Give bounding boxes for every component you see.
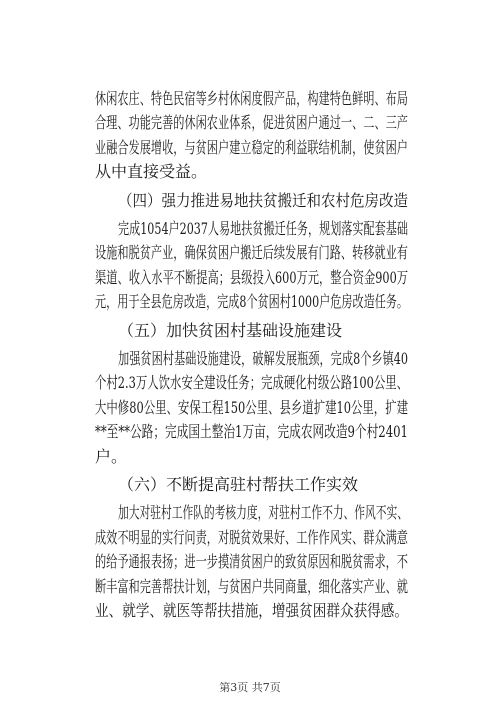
body-line-18: 成效不明显的实行问责，对脱贫效果好、工作作风实、群众满意 [95, 528, 408, 547]
body-line-21: 业、就学、就医等帮扶措施，增强贫困群众获得感。 [95, 601, 408, 620]
body-line-9: 元，用于全县危房改造，完成8个贫困村1000户危房改造任务。 [95, 292, 409, 311]
body-line-14: **至**公路；完成国土整治1万亩，完成农网改造9个村2401 [95, 422, 408, 441]
body-line-1: 休闲农庄、特色民宿等乡村休闲度假产品，构建特色鲜明、布局 [95, 89, 408, 108]
body-line-8: 渠道、收入水平不断提高；县级投入600万元，整合资金900万 [95, 268, 408, 287]
body-line-19: 的给予通报表扬；进一步摸清贫困户的致贫原因和脱贫需求，不 [95, 552, 408, 571]
section-heading-5: （五）加快贫困村基础设施建设 [118, 321, 343, 340]
body-line-17: 加大对驻村工作队的考核力度，对驻村工作不力、作风不实、 [118, 503, 409, 522]
section-heading-4: （四）强力推进易地扶贫搬迁和农村危房改造 [118, 191, 408, 210]
body-line-13: 大中修80公里、安保工程150公里、县乡道扩建10公里，扩建 [95, 398, 409, 417]
body-line-20: 断丰富和完善帮扶计划，与贫困户共同商量，细化落实产业、就 [95, 577, 408, 596]
body-line-7: 设施和脱贫产业，确保贫困户搬迁后续发展有门路、转移就业有 [95, 243, 408, 262]
body-line-11: 加强贫困村基础设施建设，破解发展瓶颈，完成8个乡镇40 [118, 349, 409, 368]
section-heading-6: （六）不断提高驻村帮扶工作实效 [118, 475, 359, 494]
body-line-6: 完成1054户2037人易地扶贫搬迁任务，规划落实配套基础 [118, 219, 409, 238]
body-line-15: 户。 [95, 447, 128, 466]
body-line-4: 从中直接受益。 [95, 162, 208, 181]
page-footer: 第3页 共7页 [219, 681, 281, 694]
body-line-2: 合理、功能完善的休闲农业体系，促进贫困户通过一、二、三产 [95, 113, 408, 132]
body-line-12: 个村2.3万人饮水安全建设任务；完成硬化村级公路100公里、 [95, 373, 409, 392]
body-line-3: 业融合发展增收，与贫困户建立稳定的利益联结机制，使贫困户 [95, 138, 408, 157]
